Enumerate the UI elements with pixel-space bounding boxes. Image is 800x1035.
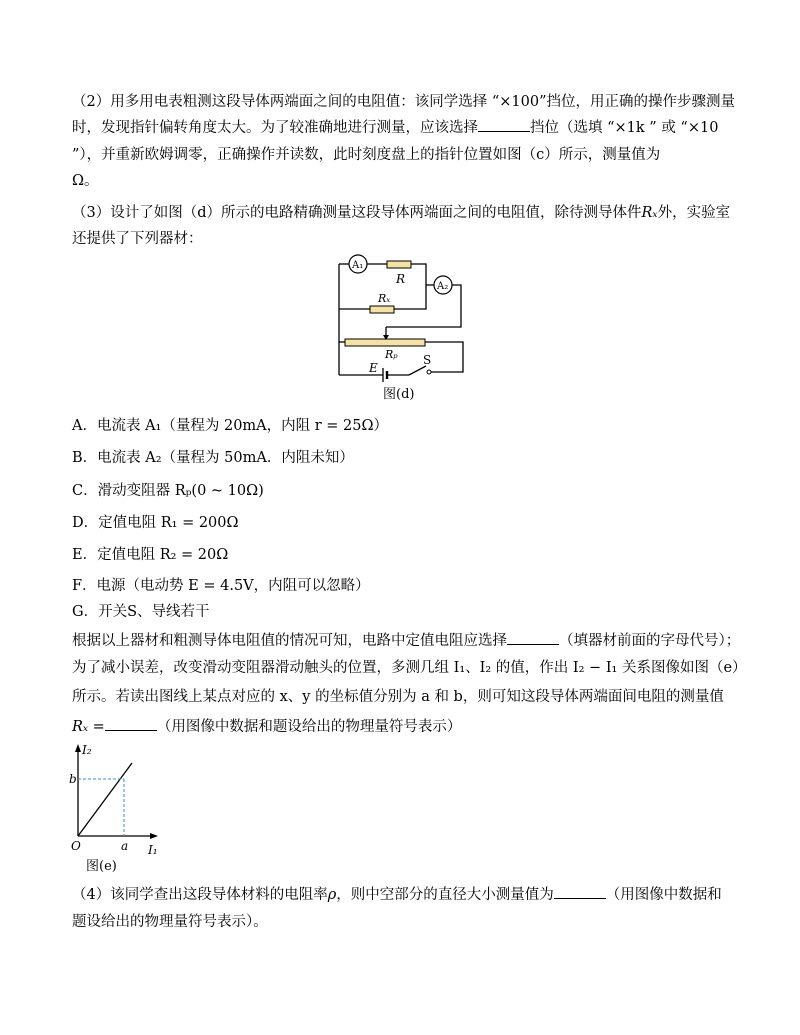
q4-rho: ρ <box>327 887 337 903</box>
q2-line2-a: 时，发现指针偏转角度太大。为了较准确地进行测量，应该选择 <box>72 120 478 136</box>
label-i2: I₂ <box>82 743 92 757</box>
equipment-b: B．电流表 A₂（量程为 50mA．内阻未知） <box>72 450 354 466</box>
label-s: S <box>423 353 432 367</box>
para-line4 <box>72 716 461 737</box>
label-b: b <box>69 772 77 786</box>
switch-s <box>427 370 431 374</box>
q2-blank <box>478 117 530 132</box>
equipment-e: E．定值电阻 R₂ = 20Ω <box>72 547 229 563</box>
label-i1: I₁ <box>148 843 158 857</box>
para-line1-a: 根据以上器材和粗测导体电阻值的情况可知，电路中定值电阻应选择 <box>72 633 507 649</box>
q4-line1-a: （4）该同学查出这段导体材料的电阻率 <box>72 887 328 903</box>
q3-rx-symbol: Rₓ <box>641 205 658 221</box>
circuit-caption: 图(d) <box>383 387 415 402</box>
para-rx-eq: Rₓ = <box>72 719 105 735</box>
label-a1: A₁ <box>352 260 364 271</box>
para-line1-b: （填器材前面的字母代号）； <box>559 633 741 649</box>
para-blank-2 <box>105 716 157 731</box>
para-line3: 所示。若读出图线上某点对应的 x、y 的坐标值分别为 a 和 b，则可知这段导体两端面间电阻的测量值 <box>72 689 724 705</box>
q2-line3: ”），并重新欧姆调零，正确操作并读数，此时刻度盘上的指针位置如图（c）所示，测量值为 <box>72 147 661 163</box>
equipment-a: A．电流表 A₁（量程为 20mA，内阻 r = 25Ω） <box>72 418 389 434</box>
q2-line4: Ω。 <box>72 173 99 189</box>
q2-line2 <box>72 117 718 138</box>
q3-line1-a: （3）设计了如图（d）所示的电路精确测量这段导体两端面之间的电阻值，除待测导体件 <box>72 205 642 221</box>
label-a: a <box>121 839 129 853</box>
para-line2: 为了减小误差，改变滑动变阻器滑动触头的位置，多测几组 I₁、I₂ 的值，作出 I₂ − I₁ 关系图像如图（e） <box>72 660 747 676</box>
q3-line1-b: 外，实验室 <box>657 205 731 221</box>
q2-line2-b: 挡位（选填 “×1k ” 或 “×10 <box>530 120 719 136</box>
q4-line2: 题设给出的物理量符号表示）。 <box>72 914 268 930</box>
label-r: R <box>396 272 406 286</box>
q2-line1: （2）用多用电表粗测这段导体两端面之间的电阻值：该同学选择 “×100”挡位，用正确的操作步骤测量 <box>72 94 735 110</box>
para-line4-b: （用图像中数据和题设给出的物理量符号表示） <box>156 719 462 735</box>
equipment-f: F．电源（电动势 E = 4.5V，内阻可以忽略） <box>72 578 370 594</box>
para-blank-1 <box>507 630 559 645</box>
equipment-c: C．滑动变阻器 Rₚ(0 ~ 10Ω) <box>72 483 264 499</box>
q4-line1-c: （用图像中数据和 <box>605 887 722 903</box>
label-e: E <box>369 361 378 375</box>
q4-blank <box>554 884 606 899</box>
equipment-d: D．定值电阻 R₁ = 200Ω <box>72 515 239 531</box>
para-line1 <box>72 630 740 651</box>
label-rp: Rₚ <box>385 348 398 361</box>
label-a2: A₂ <box>437 281 449 292</box>
q3-line2: 还提供了下列器材： <box>72 231 203 247</box>
rheostat-rp <box>345 339 425 346</box>
circuit-diagram <box>325 252 475 402</box>
resistor-rx <box>370 306 394 313</box>
label-rx: Rₓ <box>378 292 391 305</box>
label-o: O <box>71 839 81 853</box>
resistor-r <box>387 261 411 268</box>
q3-line1 <box>72 203 730 223</box>
q4-line1 <box>72 884 722 905</box>
graph-i2-i1 <box>68 740 168 880</box>
q4-line1-b: ，则中空部分的直径大小测量值为 <box>336 887 554 903</box>
graph-caption: 图(e) <box>86 859 117 874</box>
equipment-g: G．开关S、导线若干 <box>72 604 210 620</box>
